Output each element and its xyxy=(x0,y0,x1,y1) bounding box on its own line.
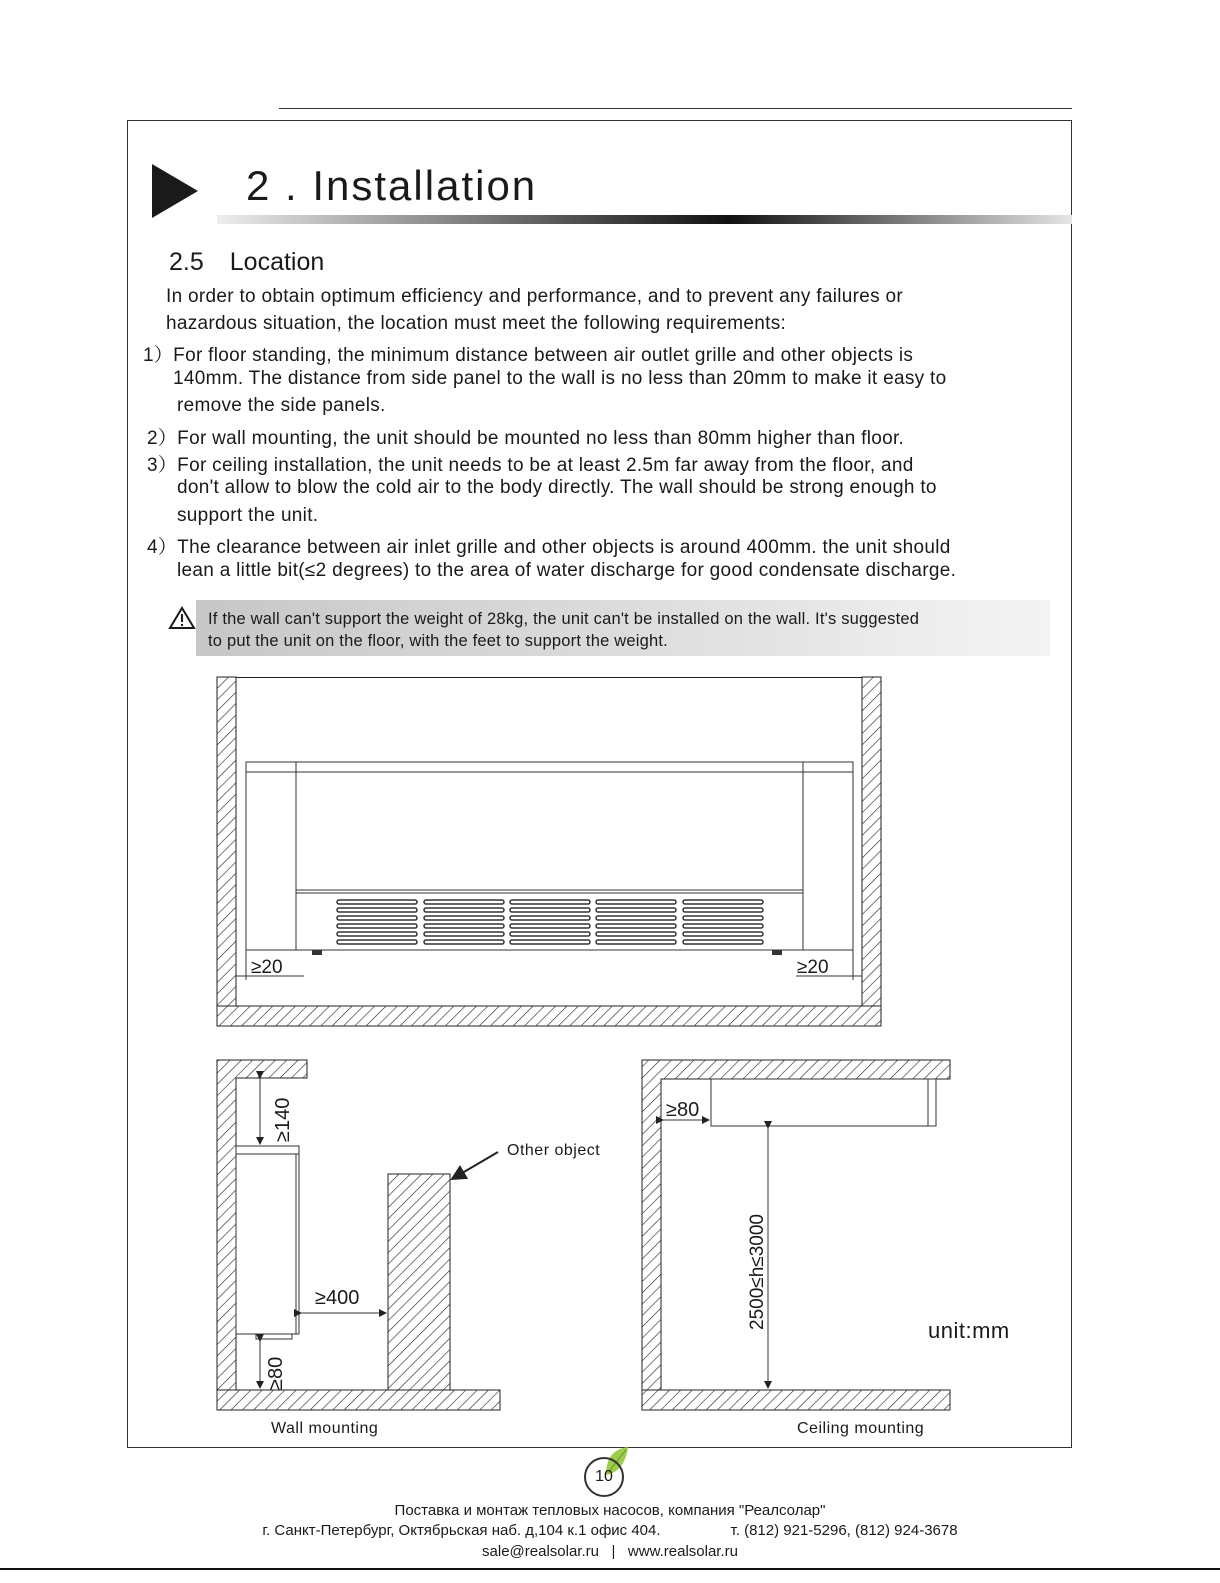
footer-rule xyxy=(0,1568,1220,1570)
page-number: 10 xyxy=(584,1457,624,1497)
wall-mounting-diagram xyxy=(217,1060,600,1410)
floor-standing-diagram xyxy=(217,677,881,1026)
footer-phones: т. (812) 921-5296, (812) 924-3678 xyxy=(730,1522,958,1539)
body-line: hazardous situation, the location must meet the following requirements: xyxy=(166,313,787,334)
body-line: 2）For wall mounting, the unit should be mounted no less than 80mm higher than floor. xyxy=(147,428,905,449)
unit-label: unit:mm xyxy=(928,1318,1010,1343)
ceiling-height-label: 2500≤h≤3000 xyxy=(747,1214,768,1330)
body-line: 1）For floor standing, the minimum distance between air outlet grille and other objects is xyxy=(143,345,914,366)
wall-object-gap-label: ≥400 xyxy=(315,1287,360,1309)
wall-floor-gap-label: ≥80 xyxy=(265,1356,287,1390)
footer-separator: | xyxy=(611,1543,616,1560)
body-line: remove the side panels. xyxy=(177,395,386,416)
ceiling-mounting-caption: Ceiling mounting xyxy=(797,1420,925,1437)
ceiling-mounting-diagram xyxy=(642,1060,950,1410)
body-line: 3）For ceiling installation, the unit needs to be at least 2.5m far away from the floor, and xyxy=(147,455,914,476)
subsection-label: Location xyxy=(229,248,325,276)
warning-text-line: If the wall can't support the weight of 28kg, the unit can't be installed on the wall. It's suggested xyxy=(208,610,920,628)
body-line: 140mm. The distance from side panel to the wall is no less than 20mm to make it easy to xyxy=(173,368,947,389)
ceiling-unit xyxy=(711,1079,936,1126)
ceiling-floor-section xyxy=(642,1390,950,1410)
subsection-number: 2.5 xyxy=(169,248,204,276)
body-line: 4）The clearance between air inlet grille and other objects is around 400mm. the unit should xyxy=(147,537,951,558)
footer-email[interactable]: sale@realsolar.ru xyxy=(482,1543,599,1560)
body-line: support the unit. xyxy=(177,505,319,526)
warning-text-line: to put the unit on the floor, with the feet to support the weight. xyxy=(208,632,668,650)
other-object-label: Other object xyxy=(507,1142,601,1159)
footer-company: Поставка и монтаж тепловых насосов, компания "Реалсолар" xyxy=(394,1502,826,1519)
footer-website[interactable]: www.realsolar.ru xyxy=(627,1543,738,1560)
floor-right-gap-label: ≥20 xyxy=(797,957,829,978)
wall-unit xyxy=(236,1154,299,1334)
ceiling-wall-gap-label: ≥80 xyxy=(666,1099,700,1121)
indoor-unit xyxy=(246,762,853,955)
footer-address: г. Санкт-Петербург, Октябрьская наб. д,104 к.1 офис 404. xyxy=(262,1522,661,1539)
body-line: lean a little bit(≤2 degrees) to the area of water discharge for good condensate discharge. xyxy=(177,560,957,581)
floor-left-gap-label: ≥20 xyxy=(251,957,283,978)
wall-top-gap-label: ≥140 xyxy=(272,1097,294,1142)
section-title: 2 . Installation xyxy=(246,162,538,209)
footer-web xyxy=(0,1543,1220,1560)
body-line: don't allow to blow the cold air to the body directly. The wall should be strong enough to xyxy=(177,477,937,498)
right-wall xyxy=(862,677,881,1026)
body-line: In order to obtain optimum efficiency and performance, and to prevent any failures or xyxy=(166,286,903,307)
wall-mounting-caption: Wall mounting xyxy=(271,1420,379,1437)
floor xyxy=(217,1006,881,1026)
other-object xyxy=(388,1174,450,1390)
floor-section xyxy=(217,1390,500,1410)
footer-contacts xyxy=(0,1522,1220,1539)
left-wall xyxy=(217,677,236,1026)
